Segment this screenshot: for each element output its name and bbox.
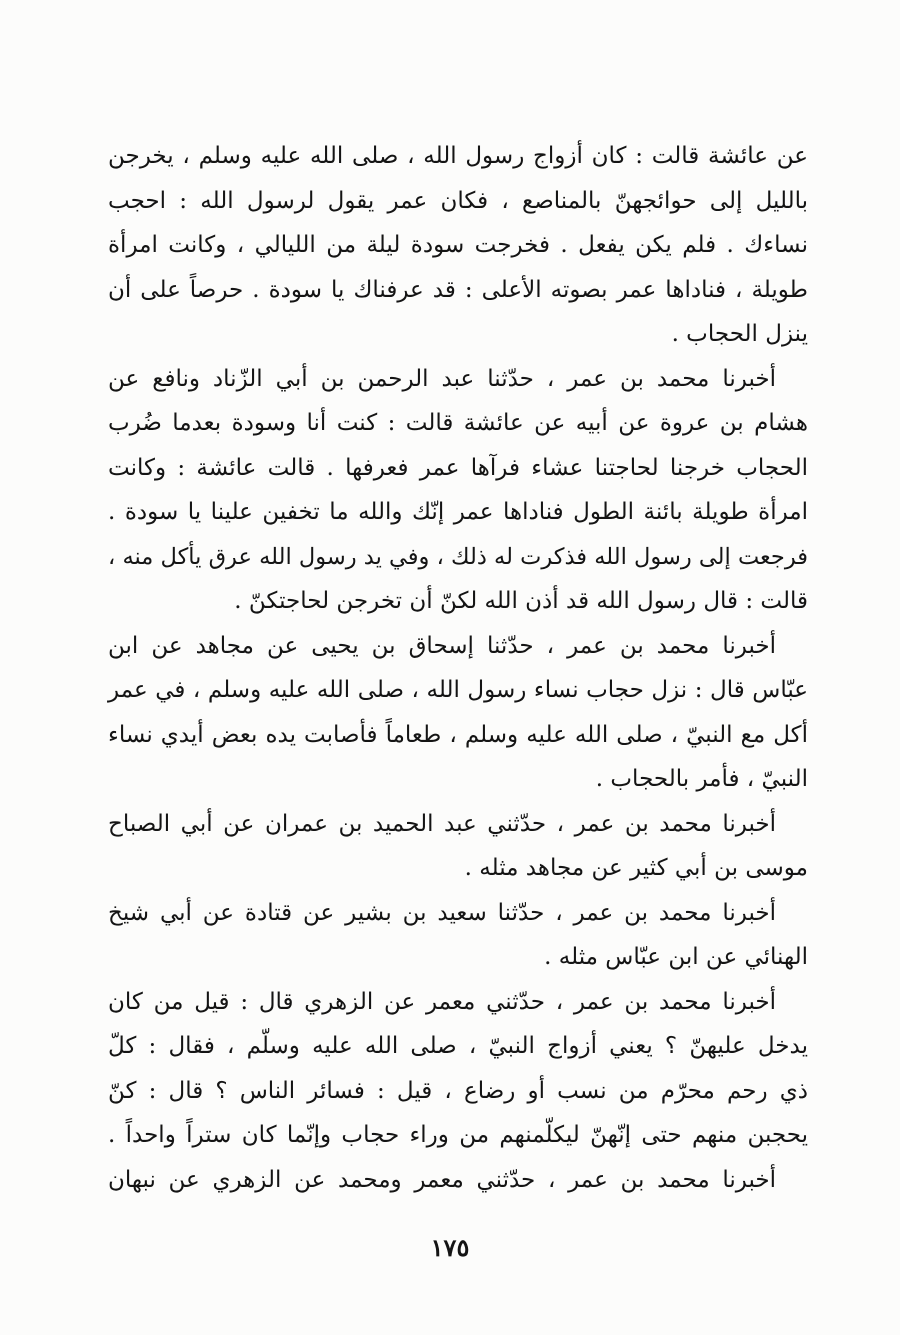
text-line: ذي رحم محرّم من نسب أو رضاع ، قيل : فسائر الناس ؟ قال : كنّ xyxy=(108,1077,808,1104)
text-line: فرجعت إلى رسول الله فذكرت له ذلك ، وفي يد رسول الله عرق يأكل منه ، xyxy=(108,543,808,570)
body-text xyxy=(108,134,808,1202)
text-line: يحجبن منهم حتى إنّهنّ ليكلّمنهم من وراء حجاب وإنّما كان ستراً واحداً . xyxy=(108,1122,808,1148)
text-line: نساءك . فلم يكن يفعل . فخرجت سودة ليلة من الليالي ، وكانت امرأة xyxy=(108,232,808,258)
text-line: أخبرنا محمد بن عمر ، حدّثنا عبد الرحمن بن أبي الزّناد ونافع عن xyxy=(108,365,776,392)
text-line: النبيّ ، فأمر بالحجاب . xyxy=(595,766,808,792)
text-line: أخبرنا محمد بن عمر ، حدّثني عبد الحميد بن عمران عن أبي الصباح xyxy=(108,810,776,837)
text-line: ينزل الحجاب . xyxy=(671,321,808,347)
text-line: أخبرنا محمد بن عمر ، حدّثني معمر ومحمد عن الزهري عن نبهان xyxy=(108,1166,776,1193)
text-line: الهنائي عن ابن عبّاس مثله . xyxy=(544,944,808,970)
text-line: امرأة طويلة بائنة الطول فناداها عمر إنّك والله ما تخفين علينا يا سودة . xyxy=(108,499,808,525)
text-line: موسى بن أبي كثير عن مجاهد مثله . xyxy=(464,855,808,881)
text-line: أخبرنا محمد بن عمر ، حدّثني معمر عن الزهري قال : قيل من كان xyxy=(108,988,776,1015)
page-number: ١٧٥ xyxy=(430,1233,470,1262)
text-line: أكل مع النبيّ ، صلى الله عليه وسلم ، طعاماً فأصابت يده بعض أيدي نساء xyxy=(108,721,808,748)
text-line: طويلة ، فناداها عمر بصوته الأعلى : قد عرفناك يا سودة . حرصاً على أن xyxy=(108,276,808,303)
text-line: قالت : قال رسول الله قد أذن الله لكنّ أن تخرجن لحاجتكنّ . xyxy=(234,588,808,614)
text-line: أخبرنا محمد بن عمر ، حدّثنا سعيد بن بشير عن قتادة عن أبي شيخ xyxy=(108,899,776,926)
text-line: عبّاس قال : نزل حجاب نساء رسول الله ، صلى الله عليه وسلم ، في عمر xyxy=(108,677,808,703)
text-line: هشام بن عروة عن أبيه عن عائشة قالت : كنت أنا وسودة بعدما ضُرب xyxy=(108,410,808,436)
text-line: بالليل إلى حوائجهنّ بالمناصع ، فكان عمر يقول لرسول الله : احجب xyxy=(108,187,808,214)
text-line: أخبرنا محمد بن عمر ، حدّثنا إسحاق بن يحيى عن مجاهد عن ابن xyxy=(108,632,776,659)
text-line: الحجاب خرجنا لحاجتنا عشاء فرآها عمر فعرفها . قالت عائشة : وكانت xyxy=(108,454,808,481)
text-line: عن عائشة قالت : كان أزواج رسول الله ، صلى الله عليه وسلم ، يخرجن xyxy=(108,143,808,169)
text-line: يدخل عليهنّ ؟ يعني أزواج النبيّ ، صلى الله عليه وسلّم ، فقال : كلّ xyxy=(108,1033,808,1059)
